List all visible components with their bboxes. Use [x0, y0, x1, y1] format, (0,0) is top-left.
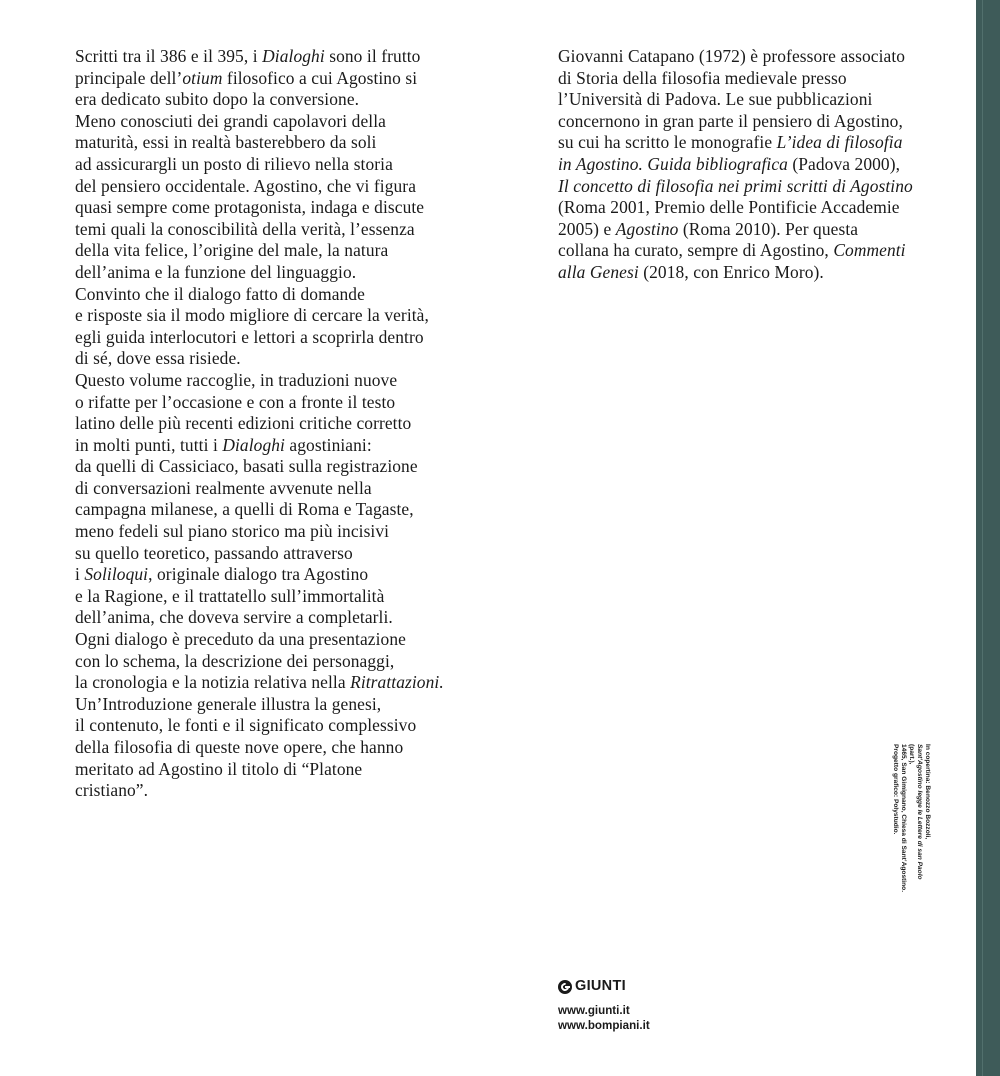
text-run: e risposte sia il modo migliore di cercare la verità, [75, 305, 429, 326]
text-run: agostiniani: [284, 434, 372, 455]
author-bio [558, 46, 928, 284]
text-run: su quello teoretico, passando attraverso [75, 542, 353, 563]
text-line [75, 564, 447, 586]
text-run: egli guida interlocutori e lettori a scoprirla dentro [75, 326, 424, 347]
text-run: , originale dialogo tra Agostino [148, 564, 369, 585]
italic-title: alla Genesi [558, 261, 639, 282]
italic-title: Commenti [833, 240, 906, 261]
text-line [75, 780, 447, 802]
publisher-block [558, 978, 778, 1033]
italic-title: Ritrattazioni. [350, 672, 444, 693]
text-line [75, 737, 447, 759]
text-run: temi quali la conoscibilità della verità, l’essenza [75, 218, 415, 239]
text-line [75, 111, 447, 133]
text-line [558, 262, 928, 284]
text-run: da quelli di Cassiciaco, basati sulla registrazione [75, 456, 418, 477]
text-run: ad assicurargli un posto di rilievo nella storia [75, 153, 393, 174]
text-line [75, 586, 447, 608]
italic-title: Il concetto di filosofia nei primi scritti di Agostino [558, 175, 913, 196]
text-run: 2005) e [558, 218, 616, 239]
text-run: era dedicato subito dopo la conversione. [75, 89, 360, 110]
text-line [558, 240, 928, 262]
url-bompiani[interactable]: www.bompiani.it [558, 1018, 650, 1032]
text-line [558, 111, 928, 133]
text-line [75, 478, 447, 500]
text-run: (Roma 2001, Premio delle Pontificie Accademie [558, 197, 900, 218]
spine-fold-line [982, 0, 983, 1076]
text-line [75, 392, 447, 414]
text-run: latino delle più recenti edizioni critiche corretto [75, 413, 412, 434]
text-run: con lo schema, la descrizione dei personaggi, [75, 650, 395, 671]
text-line [75, 499, 447, 521]
text-run: campagna milanese, a quelli di Roma e Tagaste, [75, 499, 414, 520]
text-run: collana ha curato, sempre di Agostino, [558, 240, 834, 261]
text-line [75, 413, 447, 435]
text-line [75, 370, 447, 392]
text-line [75, 348, 447, 370]
text-run: quasi sempre come protagonista, indaga e discute [75, 197, 425, 218]
text-line [558, 154, 928, 176]
text-run: Convinto che il dialogo fatto di domande [75, 283, 365, 304]
text-run: la cronologia e la notizia relativa nella [75, 672, 351, 693]
text-line [75, 305, 447, 327]
text-line [75, 694, 447, 716]
text-run: dell’anima e la funzione del linguaggio. [75, 261, 357, 282]
text-line [75, 435, 447, 457]
publisher-name: GIUNTI [575, 978, 626, 995]
text-run: (2018, con Enrico Moro). [638, 261, 824, 282]
text-run: sono il frutto [324, 46, 421, 66]
italic-title: otium [182, 67, 223, 88]
text-run: di sé, dove essa risiede. [75, 348, 241, 369]
text-line [558, 197, 928, 219]
text-line [75, 262, 447, 284]
text-run: meritato ad Agostino il titolo di “Platone [75, 758, 363, 779]
text-line [75, 651, 447, 673]
text-run: In copertina: Benozzo Bozzoli, [924, 744, 931, 840]
text-line [75, 68, 447, 90]
text-run: l’Università di Padova. Le sue pubblicazioni [558, 89, 873, 110]
text-line [75, 327, 447, 349]
text-run: su cui ha scritto le monografie [558, 132, 777, 153]
text-run: e la Ragione, e il trattatello sull’immortalità [75, 585, 385, 606]
text-run: (Roma 2010). Per questa [678, 218, 859, 239]
text-line [75, 240, 447, 262]
left-text-column [75, 46, 447, 802]
text-line [558, 132, 928, 154]
text-run: Giovanni Catapano (1972) è professore associato [558, 46, 906, 66]
text-run: di Storia della filosofia medievale presso [558, 67, 847, 88]
text-line [75, 521, 447, 543]
text-line [75, 607, 447, 629]
text-line [75, 176, 447, 198]
cover-credits [891, 744, 931, 1040]
text-run: principale dell’ [75, 67, 183, 88]
text-line [75, 456, 447, 478]
credit-line-cover-image [907, 744, 931, 1040]
text-run: della filosofia di queste nove opere, che hanno [75, 737, 404, 757]
text-run: filosofico a cui Agostino si [222, 67, 418, 88]
text-line [558, 89, 928, 111]
book-blurb [75, 46, 447, 802]
italic-title: Agostino [615, 218, 679, 239]
italic-title: Soliloqui [84, 564, 149, 585]
text-line [75, 89, 447, 111]
text-run: o rifatte per l’occasione e con a fronte il testo [75, 391, 396, 412]
text-line [558, 68, 928, 90]
credit-line-design: Progetto grafico: Polystudio. [891, 744, 899, 835]
text-run: Questo volume raccoglie, in traduzioni nuove [75, 369, 398, 390]
publisher-urls [558, 1004, 778, 1033]
right-text-column [558, 46, 928, 284]
text-run: meno fedeli sul piano storico ma più incisivi [75, 521, 390, 542]
text-run: dell’anima, che doveva servire a completarli. [75, 607, 393, 628]
text-line [75, 197, 447, 219]
text-line [75, 715, 447, 737]
italic-title: L’idea di filosofia [776, 132, 903, 153]
text-line [75, 543, 447, 565]
italic-title: in Agostino. Guida bibliografica [558, 153, 788, 174]
text-line [558, 46, 928, 68]
text-run: maturità, essi in realtà basterebbero da soli [75, 132, 377, 153]
text-line [75, 46, 447, 68]
text-run: Meno conosciuti dei grandi capolavori della [75, 110, 386, 131]
text-run: il contenuto, le fonti e il significato complessivo [75, 715, 417, 736]
text-line [558, 219, 928, 241]
text-line [75, 284, 447, 306]
giunti-circle-logo-icon [558, 980, 572, 994]
text-run: della vita felice, l’origine del male, la natura [75, 240, 389, 261]
text-line [75, 759, 447, 781]
text-line [75, 132, 447, 154]
italic-title: Sant’Agostino legge le Lettere di san Paolo [915, 744, 923, 880]
text-line [75, 219, 447, 241]
text-run: Ogni dialogo è preceduto da una presentazione [75, 629, 406, 650]
text-run: in molti punti, tutti i [75, 434, 223, 455]
text-run: cristiano”. [75, 780, 149, 801]
url-giunti[interactable]: www.giunti.it [558, 1004, 630, 1017]
credit-line-location: 1465, San Gimignano, Chiesa di Sant’Agostino. [899, 744, 907, 893]
text-run: concernono in gran parte il pensiero di Agostino, [558, 110, 903, 131]
text-run: (part.), [907, 744, 915, 765]
italic-title: Dialoghi [262, 46, 325, 66]
text-run: Scritti tra il 386 e il 395, i [75, 46, 263, 66]
text-line [75, 154, 447, 176]
italic-title: Dialoghi [222, 434, 285, 455]
text-run: di conversazioni realmente avvenute nella [75, 477, 372, 498]
text-run: Un’Introduzione generale illustra la genesi, [75, 693, 382, 714]
text-run: del pensiero occidentale. Agostino, che vi figura [75, 175, 417, 196]
giunti-logo [558, 978, 778, 995]
text-line [75, 629, 447, 651]
book-spine-strip [976, 0, 1000, 1076]
text-line [75, 672, 447, 694]
text-line [558, 176, 928, 198]
text-run: i [75, 564, 85, 585]
text-run: (Padova 2000), [787, 153, 901, 174]
